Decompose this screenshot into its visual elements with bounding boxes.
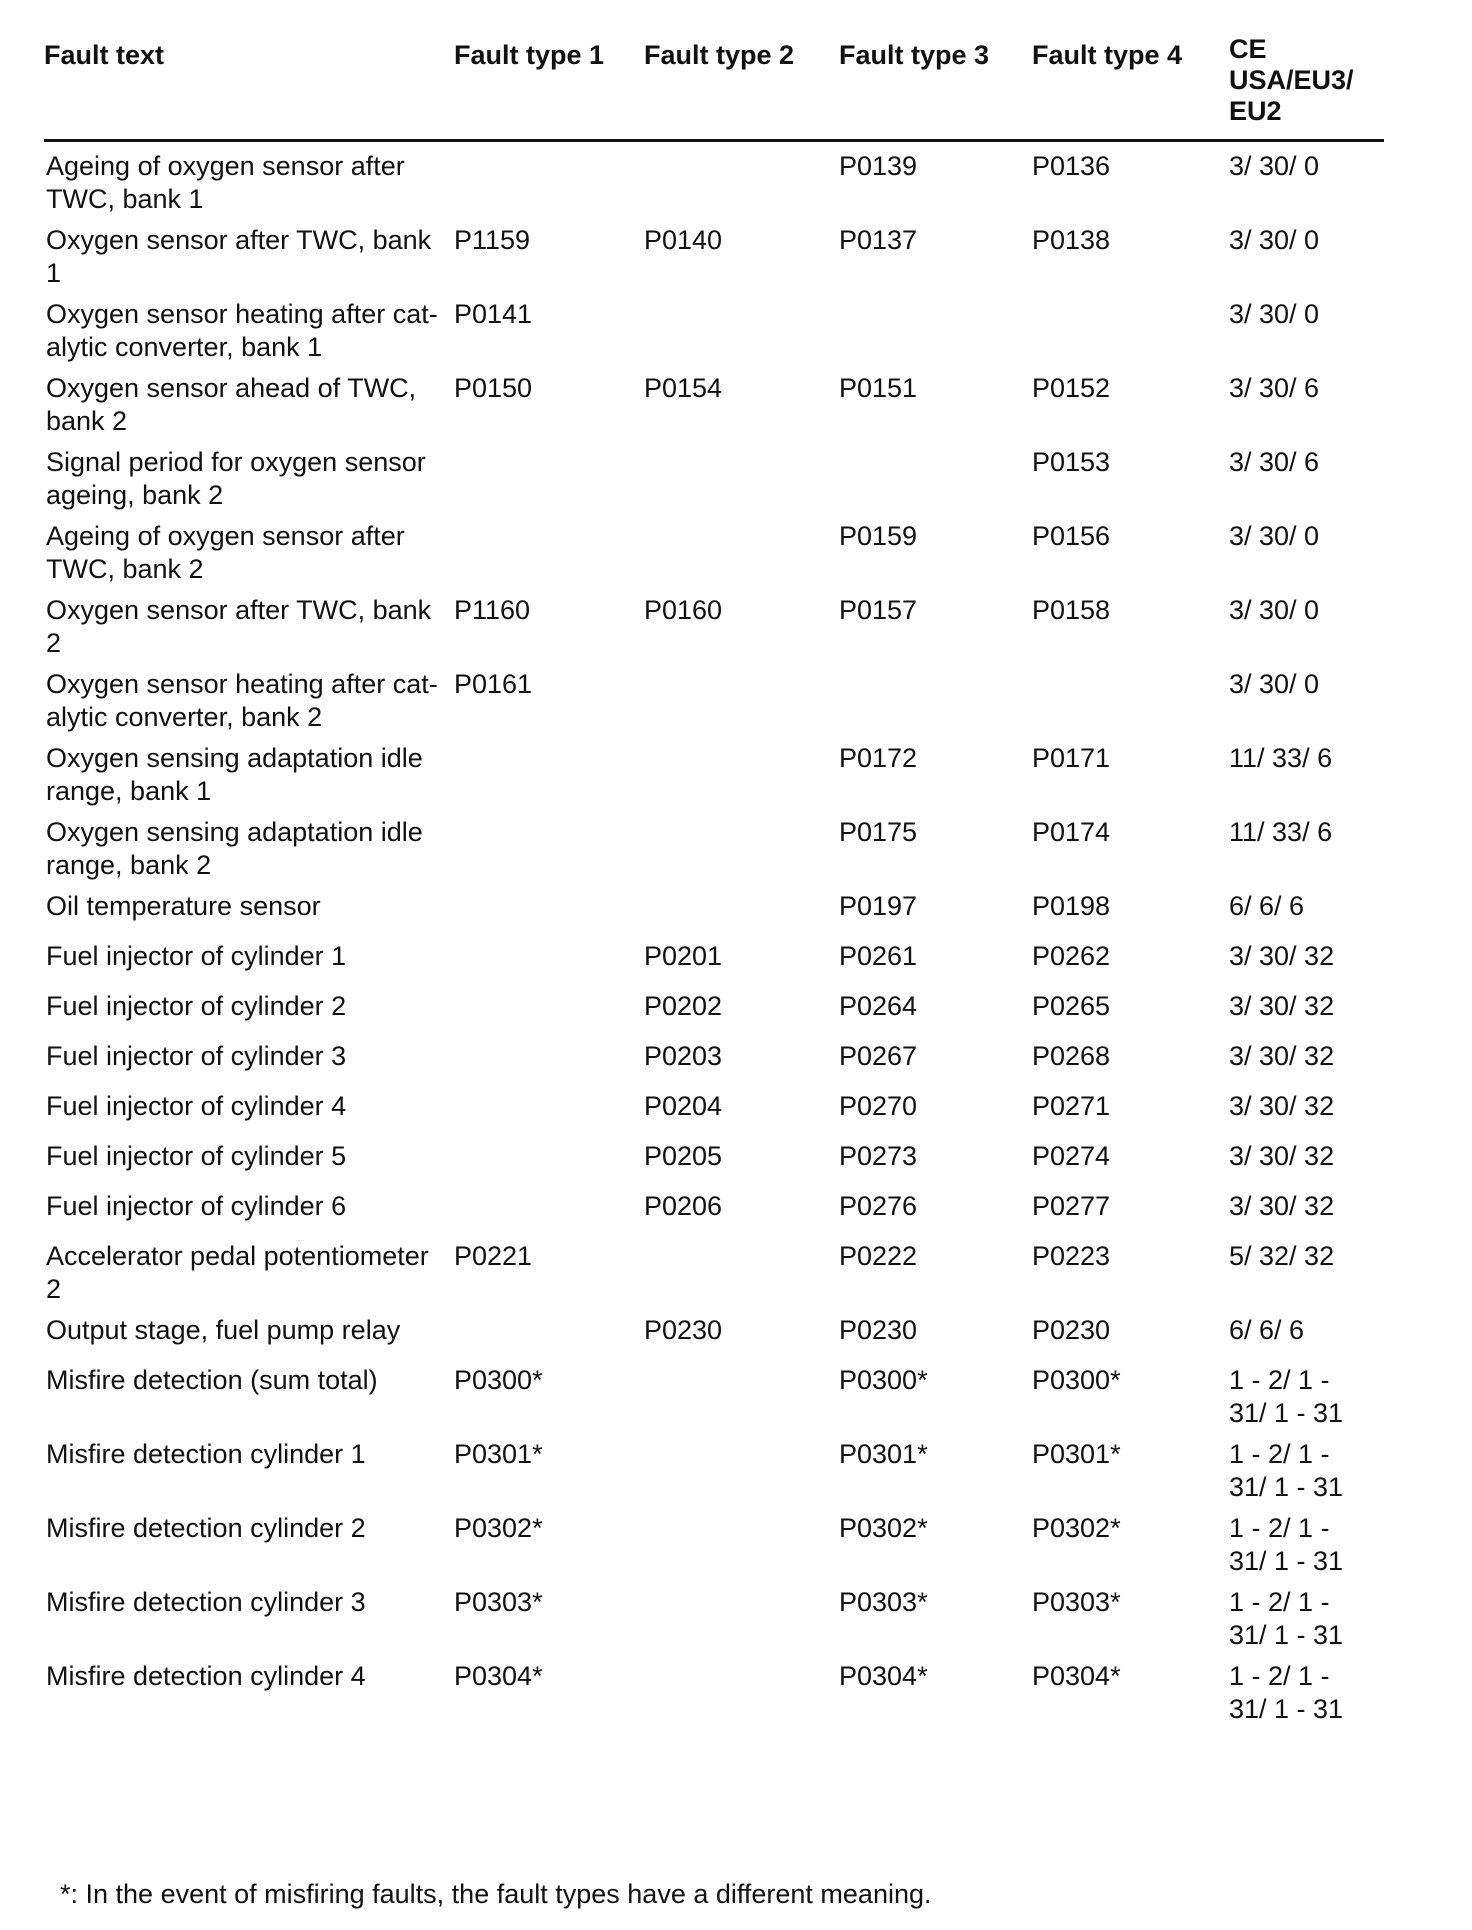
ce-value-cell: 1 - 2/ 1 - 31/ 1 - 31 — [1229, 1365, 1344, 1428]
fault-text-cell: Oil temperature sensor — [46, 891, 321, 921]
table-row — [44, 1578, 1384, 1652]
ce-value-cell: 3/ 30/ 32 — [1229, 1141, 1335, 1171]
fault-type-2-cell: P0160 — [644, 595, 723, 625]
fault-type-4-cell: P0223 — [1032, 1241, 1111, 1271]
fault-type-1-cell: P1159 — [454, 225, 531, 255]
ce-value-cell: 11/ 33/ 6 — [1229, 743, 1333, 773]
ce-value-cell: 6/ 6/ 6 — [1229, 891, 1305, 921]
fault-type-3-cell — [839, 438, 1032, 512]
fault-type-2-cell: P0204 — [644, 1091, 723, 1121]
ce-value-cell: 1 - 2/ 1 - 31/ 1 - 31 — [1229, 1661, 1344, 1724]
table-row — [44, 290, 1384, 364]
fault-type-4-cell — [1032, 660, 1229, 734]
fault-type-1-cell — [454, 882, 644, 932]
fault-type-1-cell: P0301* — [454, 1439, 543, 1469]
table-row — [44, 808, 1384, 882]
ce-value-cell: 3/ 30/ 0 — [1229, 299, 1320, 329]
ce-value-cell: 3/ 30/ 6 — [1229, 373, 1320, 403]
fault-type-4-cell: P0158 — [1032, 595, 1111, 625]
table-row — [44, 438, 1384, 512]
fault-type-4-cell — [1032, 290, 1229, 364]
fault-type-1-cell: P0300* — [454, 1365, 543, 1395]
table-row — [44, 141, 1384, 217]
table-row — [44, 734, 1384, 808]
table-row — [44, 1182, 1384, 1232]
table-row — [44, 1132, 1384, 1182]
fault-type-2-cell — [644, 438, 839, 512]
ce-value-cell: 3/ 30/ 6 — [1229, 447, 1320, 477]
fault-text-cell: Oxygen sensor heating after cat-alytic converter, bank 2 — [46, 669, 438, 732]
ce-value-cell: 1 - 2/ 1 - 31/ 1 - 31 — [1229, 1439, 1344, 1502]
fault-type-4-cell: P0153 — [1032, 447, 1111, 477]
fault-text-cell: Fuel injector of cylinder 1 — [46, 941, 347, 971]
fault-type-2-cell: P0230 — [644, 1315, 723, 1345]
header-fault-type-3: Fault type 3 — [839, 30, 1032, 141]
fault-text-cell: Misfire detection cylinder 3 — [46, 1587, 366, 1617]
fault-type-1-cell: P0303* — [454, 1587, 543, 1617]
table-row — [44, 586, 1384, 660]
fault-type-3-cell: P0157 — [839, 595, 918, 625]
table-row — [44, 1082, 1384, 1132]
fault-type-3-cell: P0261 — [839, 941, 918, 971]
fault-text-cell: Oxygen sensor after TWC, bank 1 — [46, 225, 432, 288]
fault-type-2-cell — [644, 1578, 839, 1652]
fault-text-cell: Accelerator pedal potentiometer 2 — [46, 1241, 429, 1304]
table-row — [44, 1430, 1384, 1504]
ce-value-cell: 3/ 30/ 32 — [1229, 941, 1335, 971]
fault-type-1-cell — [454, 982, 644, 1032]
fault-text-cell: Oxygen sensor after TWC, bank 2 — [46, 595, 432, 658]
table-row — [44, 1232, 1384, 1306]
fault-type-1-cell — [454, 1182, 644, 1232]
fault-code-page — [44, 30, 1384, 1726]
ce-value-cell: 3/ 30/ 32 — [1229, 1041, 1335, 1071]
fault-type-4-cell: P0274 — [1032, 1141, 1111, 1171]
table-body — [44, 141, 1384, 1727]
table-row — [44, 882, 1384, 932]
fault-type-3-cell: P0270 — [839, 1091, 918, 1121]
ce-value-cell: 11/ 33/ 6 — [1229, 817, 1333, 847]
fault-text-cell: Oxygen sensor heating after cat-alytic converter, bank 1 — [46, 299, 438, 362]
fault-type-4-cell: P0300* — [1032, 1365, 1121, 1395]
fault-type-1-cell — [454, 512, 644, 586]
fault-type-3-cell: P0197 — [839, 891, 918, 921]
fault-type-3-cell: P0175 — [839, 817, 918, 847]
fault-type-3-cell: P0172 — [839, 743, 918, 773]
table-row — [44, 1504, 1384, 1578]
fault-type-2-cell: P0205 — [644, 1141, 723, 1171]
fault-type-4-cell: P0174 — [1032, 817, 1111, 847]
fault-type-3-cell: P0137 — [839, 225, 918, 255]
fault-type-3-cell: P0303* — [839, 1587, 928, 1617]
ce-value-cell: 3/ 30/ 0 — [1229, 669, 1320, 699]
fault-type-1-cell — [454, 808, 644, 882]
fault-text-cell: Misfire detection (sum total) — [46, 1365, 378, 1395]
fault-type-1-cell: P0304* — [454, 1661, 543, 1691]
table-row — [44, 512, 1384, 586]
fault-code-table — [44, 30, 1384, 1726]
fault-type-3-cell: P0267 — [839, 1041, 918, 1071]
fault-type-3-cell — [839, 290, 1032, 364]
fault-text-cell: Misfire detection cylinder 1 — [46, 1439, 366, 1469]
fault-type-4-cell: P0138 — [1032, 225, 1111, 255]
fault-type-2-cell — [644, 660, 839, 734]
fault-type-3-cell: P0276 — [839, 1191, 918, 1221]
fault-text-cell: Ageing of oxygen sensor after TWC, bank 2 — [46, 521, 405, 584]
fault-type-1-cell: P0221 — [454, 1241, 533, 1271]
fault-type-1-cell — [454, 734, 644, 808]
fault-type-2-cell — [644, 1504, 839, 1578]
fault-type-1-cell: P0141 — [454, 299, 533, 329]
fault-text-cell: Misfire detection cylinder 2 — [46, 1513, 366, 1543]
ce-value-cell: 3/ 30/ 0 — [1229, 521, 1320, 551]
fault-type-2-cell: P0140 — [644, 225, 723, 255]
fault-text-cell: Misfire detection cylinder 4 — [46, 1661, 366, 1691]
fault-type-4-cell: P0301* — [1032, 1439, 1121, 1469]
table-row — [44, 1032, 1384, 1082]
ce-value-cell: 1 - 2/ 1 - 31/ 1 - 31 — [1229, 1587, 1344, 1650]
header-fault-text: Fault text — [44, 30, 454, 141]
fault-type-4-cell: P0156 — [1032, 521, 1111, 551]
fault-type-1-cell — [454, 438, 644, 512]
fault-type-2-cell: P0201 — [644, 941, 723, 971]
fault-type-1-cell — [454, 932, 644, 982]
fault-text-cell: Oxygen sensor ahead of TWC, bank 2 — [46, 373, 417, 436]
fault-type-4-cell: P0302* — [1032, 1513, 1121, 1543]
ce-value-cell: 1 - 2/ 1 - 31/ 1 - 31 — [1229, 1513, 1344, 1576]
fault-type-1-cell — [454, 1132, 644, 1182]
fault-type-2-cell — [644, 290, 839, 364]
fault-type-4-cell: P0152 — [1032, 373, 1111, 403]
fault-type-2-cell: P0154 — [644, 373, 723, 403]
footnote: *: In the event of misfiring faults, the fault types have a different meaning. — [60, 1879, 932, 1909]
fault-text-cell: Fuel injector of cylinder 2 — [46, 991, 347, 1021]
fault-type-3-cell: P0139 — [839, 151, 918, 181]
ce-value-cell: 3/ 30/ 0 — [1229, 595, 1320, 625]
fault-text-cell: Fuel injector of cylinder 4 — [46, 1091, 347, 1121]
fault-type-1-cell: P1160 — [454, 595, 531, 625]
ce-value-cell: 6/ 6/ 6 — [1229, 1315, 1305, 1345]
fault-type-3-cell: P0151 — [839, 373, 918, 403]
fault-type-4-cell: P0230 — [1032, 1315, 1111, 1345]
fault-type-2-cell — [644, 1430, 839, 1504]
fault-type-4-cell: P0271 — [1032, 1091, 1111, 1121]
ce-value-cell: 5/ 32/ 32 — [1229, 1241, 1335, 1271]
fault-type-2-cell — [644, 1232, 839, 1306]
fault-type-1-cell — [454, 141, 644, 217]
fault-type-2-cell — [644, 734, 839, 808]
ce-value-cell: 3/ 30/ 0 — [1229, 151, 1320, 181]
fault-type-3-cell: P0301* — [839, 1439, 928, 1469]
fault-type-4-cell: P0277 — [1032, 1191, 1111, 1221]
fault-type-2-cell — [644, 882, 839, 932]
table-row — [44, 216, 1384, 290]
fault-text-cell: Output stage, fuel pump relay — [46, 1315, 401, 1345]
fault-type-4-cell: P0171 — [1032, 743, 1111, 773]
fault-type-3-cell: P0222 — [839, 1241, 918, 1271]
fault-type-4-cell: P0268 — [1032, 1041, 1111, 1071]
fault-type-4-cell: P0262 — [1032, 941, 1111, 971]
fault-type-1-cell: P0302* — [454, 1513, 543, 1543]
fault-type-2-cell — [644, 1356, 839, 1430]
fault-type-4-cell: P0136 — [1032, 151, 1111, 181]
table-row — [44, 660, 1384, 734]
fault-type-1-cell — [454, 1082, 644, 1132]
fault-type-4-cell: P0265 — [1032, 991, 1111, 1021]
fault-type-3-cell: P0304* — [839, 1661, 928, 1691]
fault-type-2-cell: P0202 — [644, 991, 723, 1021]
fault-type-1-cell — [454, 1032, 644, 1082]
fault-text-cell: Fuel injector of cylinder 3 — [46, 1041, 347, 1071]
fault-type-1-cell: P0161 — [454, 669, 533, 699]
header-ce: CE USA/EU3/ EU2 — [1229, 30, 1384, 141]
fault-type-3-cell — [839, 660, 1032, 734]
table-row — [44, 982, 1384, 1032]
table-header-row — [44, 30, 1384, 141]
fault-type-1-cell: P0150 — [454, 373, 533, 403]
fault-type-4-cell: P0198 — [1032, 891, 1111, 921]
fault-type-2-cell — [644, 141, 839, 217]
fault-type-4-cell: P0304* — [1032, 1661, 1121, 1691]
fault-type-4-cell: P0303* — [1032, 1587, 1121, 1617]
fault-type-3-cell: P0230 — [839, 1315, 918, 1345]
fault-text-cell: Oxygen sensing adaptation idle range, bank 2 — [46, 817, 423, 880]
fault-text-cell: Oxygen sensing adaptation idle range, bank 1 — [46, 743, 423, 806]
header-fault-type-4: Fault type 4 — [1032, 30, 1229, 141]
fault-type-2-cell — [644, 512, 839, 586]
fault-type-3-cell: P0159 — [839, 521, 918, 551]
table-row — [44, 1652, 1384, 1726]
header-fault-type-2: Fault type 2 — [644, 30, 839, 141]
ce-value-cell: 3/ 30/ 32 — [1229, 1091, 1335, 1121]
fault-type-2-cell: P0203 — [644, 1041, 723, 1071]
fault-type-2-cell: P0206 — [644, 1191, 723, 1221]
ce-value-cell: 3/ 30/ 0 — [1229, 225, 1320, 255]
fault-text-cell: Fuel injector of cylinder 5 — [46, 1141, 347, 1171]
ce-value-cell: 3/ 30/ 32 — [1229, 991, 1335, 1021]
fault-type-2-cell — [644, 1652, 839, 1726]
ce-value-cell: 3/ 30/ 32 — [1229, 1191, 1335, 1221]
table-row — [44, 1356, 1384, 1430]
fault-text-cell: Ageing of oxygen sensor after TWC, bank 1 — [46, 151, 405, 214]
table-row — [44, 932, 1384, 982]
table-row — [44, 1306, 1384, 1356]
table-row — [44, 364, 1384, 438]
fault-type-3-cell: P0264 — [839, 991, 918, 1021]
fault-type-2-cell — [644, 808, 839, 882]
header-fault-type-1: Fault type 1 — [454, 30, 644, 141]
fault-type-3-cell: P0273 — [839, 1141, 918, 1171]
fault-type-3-cell: P0300* — [839, 1365, 928, 1395]
fault-text-cell: Fuel injector of cylinder 6 — [46, 1191, 347, 1221]
fault-text-cell: Signal period for oxygen sensor ageing, bank 2 — [46, 447, 426, 510]
fault-type-1-cell — [454, 1306, 644, 1356]
fault-type-3-cell: P0302* — [839, 1513, 928, 1543]
